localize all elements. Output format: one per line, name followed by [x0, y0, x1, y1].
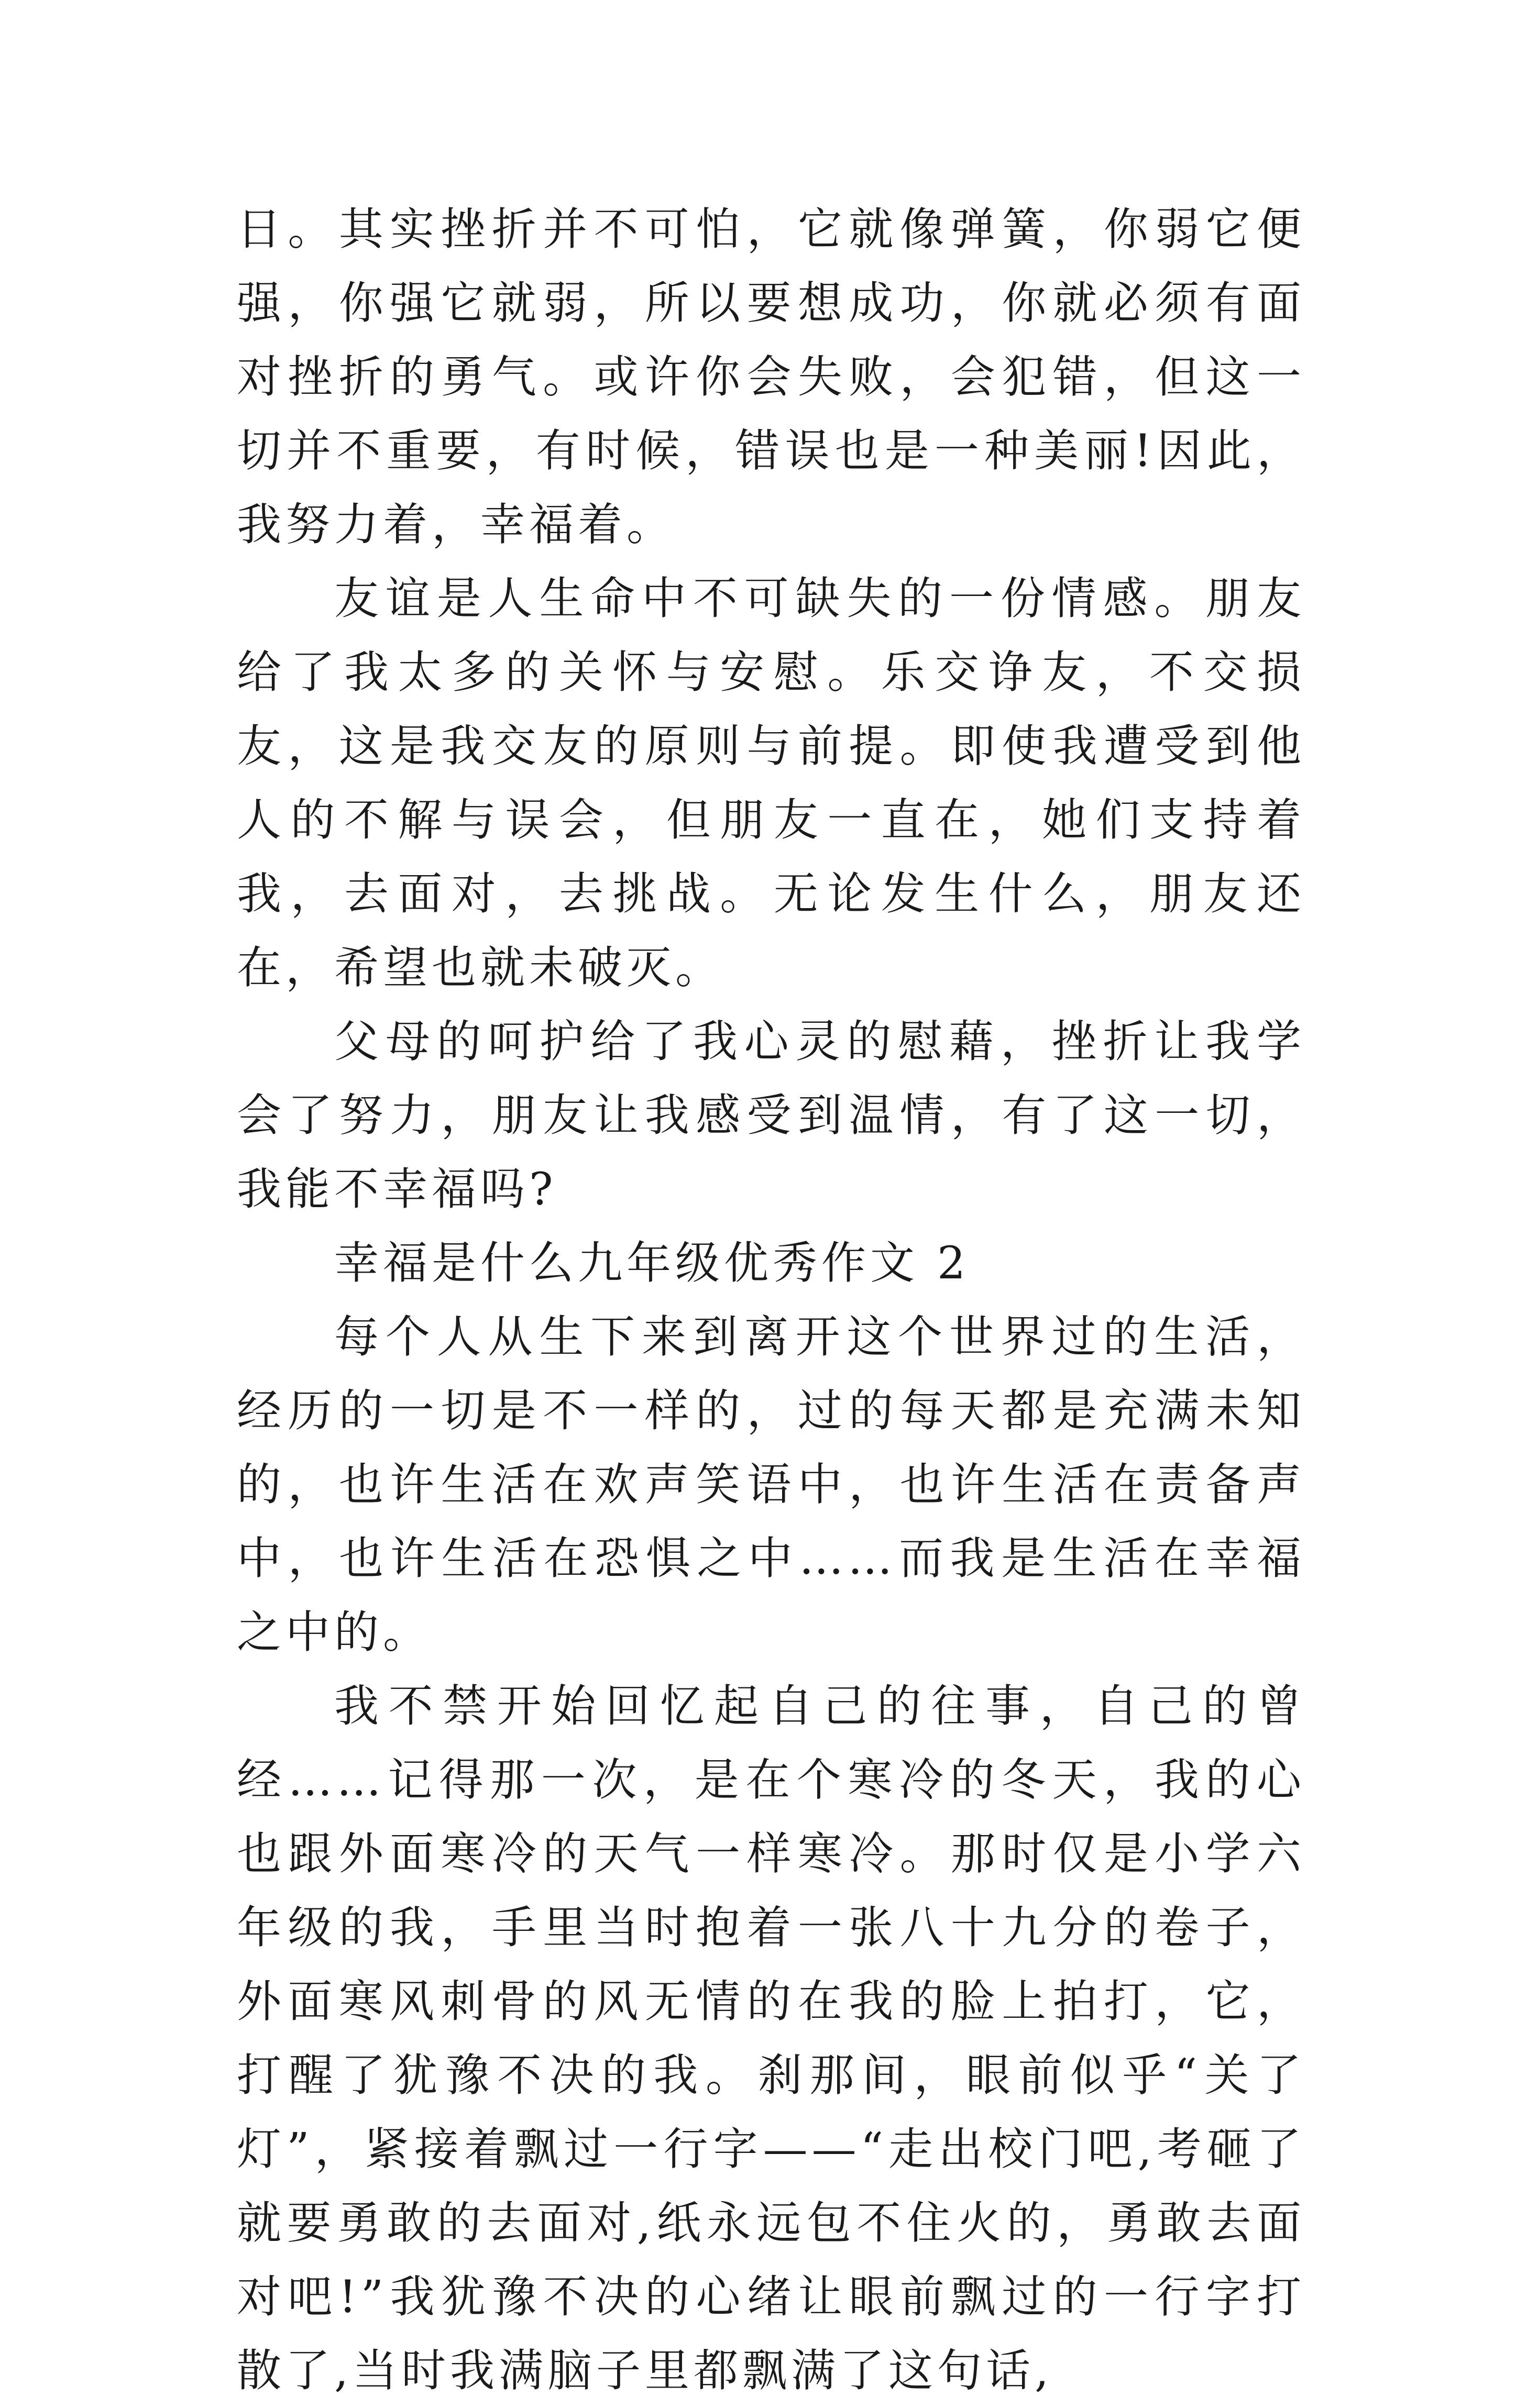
paragraph-conclusion: 父母的呵护给了我心灵的慰藉，挫折让我学会了努力，朋友让我感受到温情，有了这一切，我能不幸福吗? [237, 1016, 1305, 1216]
paragraph-continuation: 日。其实挫折并不可怕，它就像弹簧，你弱它便强，你强它就弱，所以要想成功，你就必须有面对挫折的勇气。或许你会失败，会犯错，但这一切并不重要，有时候，错误也是一种美丽!因此，我努力着，幸福着。 [237, 204, 1305, 551]
paragraph-intro: 每个人从生下来到离开这个世界过的生活，经历的一切是不一样的，过的每天都是充满未知的，也许生活在欢声笑语中，也许生活在责备声中，也许生活在恐惧之中……而我是生活在幸福之中的。 [237, 1311, 1305, 1659]
essay-body [237, 193, 1305, 2408]
paragraph-memory: 我不禁开始回忆起自己的往事，自己的曾经……记得那一次，是在个寒冷的冬天，我的心也跟外面寒冷的天气一样寒冷。那时仅是小学六年级的我，手里当时抱着一张八十九分的卷子，外面寒风刺骨的风无情的在我的脸上拍打，它，打醒了犹豫不决的我。刹那间，眼前似乎“关了灯”，紧接着飘过一行字——“走出校门吧,考砸了就要勇敢的去面对,纸永远包不住火的，勇敢去面对吧!”我犹豫不决的心绪让眼前飘过的一行字打散了,当时我满脑子里都飘满了这句话, [237, 1681, 1305, 2397]
paragraph-friendship: 友谊是人生命中不可缺失的一份情感。朋友给了我太多的关怀与安慰。乐交诤友，不交损友，这是我交友的原则与前提。即使我遭受到他人的不解与误会，但朋友一直在，她们支持着我，去面对，去挑战。无论发生什么，朋友还在，希望也就未破灭。 [237, 573, 1305, 994]
essay-title: 幸福是什么九年级优秀作文 2 [334, 1238, 970, 1289]
